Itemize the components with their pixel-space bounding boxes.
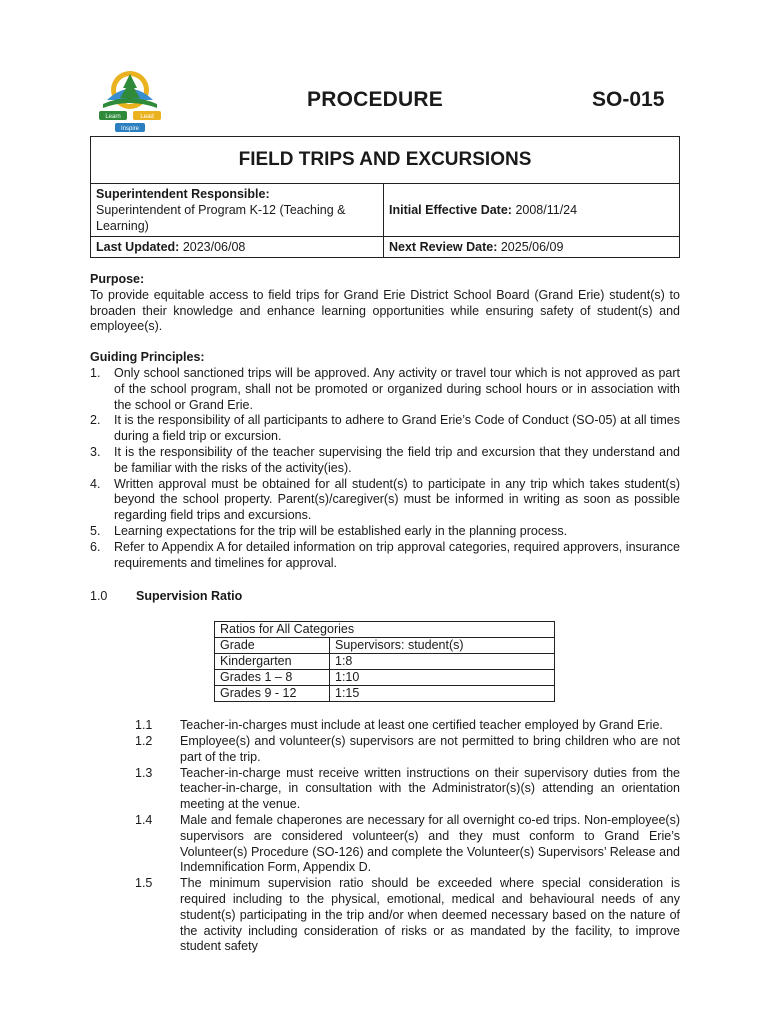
subsection-number: 1.3 bbox=[135, 765, 153, 780]
list-item-text: Only school sanctioned trips will be approved. Any activity or travel tour which is not approved as part of the school program, shall not be promoted or organized during school hours or in association with the school or Grand Erie. bbox=[114, 365, 680, 412]
ratio-table bbox=[214, 621, 555, 702]
purpose-text: To provide equitable access to field trips for Grand Erie District School Board (Grand Erie) student(s) to broaden their knowledge and enhance learning opportunities while ensuring safety of student(s) and employee(s). bbox=[90, 287, 680, 334]
review-date-value: 2025/06/09 bbox=[500, 240, 564, 254]
table-row bbox=[215, 686, 555, 702]
table-cell: 1:15 bbox=[330, 686, 555, 702]
list-item-number: 4. bbox=[90, 476, 101, 491]
header-row-dates bbox=[91, 237, 679, 257]
responsible-value: Superintendent of Program K-12 (Teaching & Learning) bbox=[96, 203, 346, 233]
subsection-list bbox=[90, 718, 680, 955]
document-body bbox=[90, 272, 680, 955]
review-date-label: Next Review Date: bbox=[389, 240, 498, 254]
responsible-cell bbox=[91, 184, 384, 236]
last-updated-value: 2023/06/08 bbox=[182, 240, 246, 254]
table-cell: Kindergarten bbox=[215, 654, 330, 670]
subsection-item bbox=[90, 718, 680, 734]
table-cell: 1:10 bbox=[330, 670, 555, 686]
review-date-cell bbox=[384, 237, 679, 257]
subsection-text: Employee(s) and volunteer(s) supervisors are not permitted to bring children who are not part of the trip. bbox=[180, 733, 680, 764]
subsection-item bbox=[90, 813, 680, 876]
table-cell: 1:8 bbox=[330, 654, 555, 670]
list-item-number: 1. bbox=[90, 365, 101, 380]
subsection-number: 1.4 bbox=[135, 812, 153, 827]
list-item-number: 5. bbox=[90, 523, 101, 538]
list-item-number: 6. bbox=[90, 539, 101, 554]
subsection-item bbox=[90, 876, 680, 955]
list-item-text: Learning expectations for the trip will be established early in the planning process. bbox=[114, 523, 568, 538]
list-item bbox=[90, 524, 680, 540]
list-item bbox=[90, 540, 680, 572]
subsection-number: 1.1 bbox=[135, 718, 153, 733]
list-item-text: Written approval must be obtained for all student(s) to participate in any trip which takes student(s) beyond the school property. Parent(s)/caregiver(s) must be informed in writing as soon as possible regarding field trips and excursions. bbox=[114, 476, 680, 523]
header-row-responsible bbox=[91, 184, 679, 237]
table-cell: Grades 9 - 12 bbox=[215, 686, 330, 702]
logo-learn-text: Learn bbox=[105, 114, 121, 120]
list-item-text: It is the responsibility of the teacher supervising the field trip and excursion that they understand and be familiar with the risks of the activity(ies). bbox=[114, 444, 680, 475]
document-code: SO-015 bbox=[592, 88, 665, 111]
subsection-number: 1.5 bbox=[135, 876, 153, 891]
list-item bbox=[90, 477, 680, 524]
effective-date-label: Initial Effective Date: bbox=[389, 203, 512, 217]
section-title: Supervision Ratio bbox=[136, 589, 243, 604]
logo-inspire-text: Inspire bbox=[120, 126, 140, 132]
column-header-grade: Grade bbox=[215, 638, 330, 654]
table-caption: Ratios for All Categories bbox=[215, 622, 555, 638]
subsection-text: The minimum supervision ratio should be exceeded where special consideration is required including to the physical, emotional, medical and behavioural needs of any student(s) participating in the trip and/or when deemed necessary based on the nature of the activity including consideration of risks or as mandated by the facility, to improve student safety bbox=[180, 876, 680, 954]
header-table bbox=[90, 136, 680, 258]
subsection-item bbox=[90, 734, 680, 766]
list-item bbox=[90, 366, 680, 413]
table-header-row bbox=[215, 638, 555, 654]
table-row bbox=[215, 654, 555, 670]
list-item-number: 3. bbox=[90, 444, 101, 459]
effective-date-cell bbox=[384, 184, 679, 236]
responsible-label: Superintendent Responsible: bbox=[96, 187, 270, 201]
subsection-text: Teacher-in-charges must include at least one certified teacher employed by Grand Erie. bbox=[180, 718, 663, 733]
last-updated-cell bbox=[91, 237, 384, 257]
table-row bbox=[215, 670, 555, 686]
document-title: FIELD TRIPS AND EXCURSIONS bbox=[91, 137, 679, 184]
section-heading bbox=[90, 589, 680, 605]
section-number: 1.0 bbox=[90, 589, 108, 604]
principles-list bbox=[90, 366, 680, 571]
column-header-ratio: Supervisors: student(s) bbox=[330, 638, 555, 654]
table-caption-row bbox=[215, 622, 555, 638]
purpose-heading: Purpose: bbox=[90, 272, 145, 286]
list-item bbox=[90, 413, 680, 445]
subsection-number: 1.2 bbox=[135, 733, 153, 748]
school-board-logo bbox=[93, 70, 169, 134]
logo-lead-text: Lead bbox=[140, 114, 154, 120]
table-cell: Grades 1 – 8 bbox=[215, 670, 330, 686]
subsection-text: Male and female chaperones are necessary for all overnight co-ed trips. Non-employee(s) supervisors are considered volunteer(s) and they must conform to Grand Erie’s Volunteer(s) Procedure (SO-126) and complete the Volunteer(s) Supervisors’ Release and Indemnification Form, Appendix D. bbox=[180, 812, 680, 875]
subsection-item bbox=[90, 766, 680, 813]
subsection-text: Teacher-in-charge must receive written instructions on their supervisory duties from the teacher-in-charge, in consultation with the Administrator(s)(s) attending an orientation meeting at the venue. bbox=[180, 765, 680, 812]
list-item-text: It is the responsibility of all participants to adhere to Grand Erie’s Code of Conduct (SO-05) at all times during a field trip or excursion. bbox=[114, 413, 680, 444]
effective-date-value: 2008/11/24 bbox=[515, 203, 578, 217]
last-updated-label: Last Updated: bbox=[96, 240, 180, 254]
principles-heading: Guiding Principles: bbox=[90, 350, 205, 365]
list-item-number: 2. bbox=[90, 413, 101, 428]
list-item bbox=[90, 445, 680, 477]
document-type: PROCEDURE bbox=[307, 88, 443, 111]
list-item-text: Refer to Appendix A for detailed information on trip approval categories, required approvers, insurance requirements and timelines for approval. bbox=[114, 539, 680, 570]
